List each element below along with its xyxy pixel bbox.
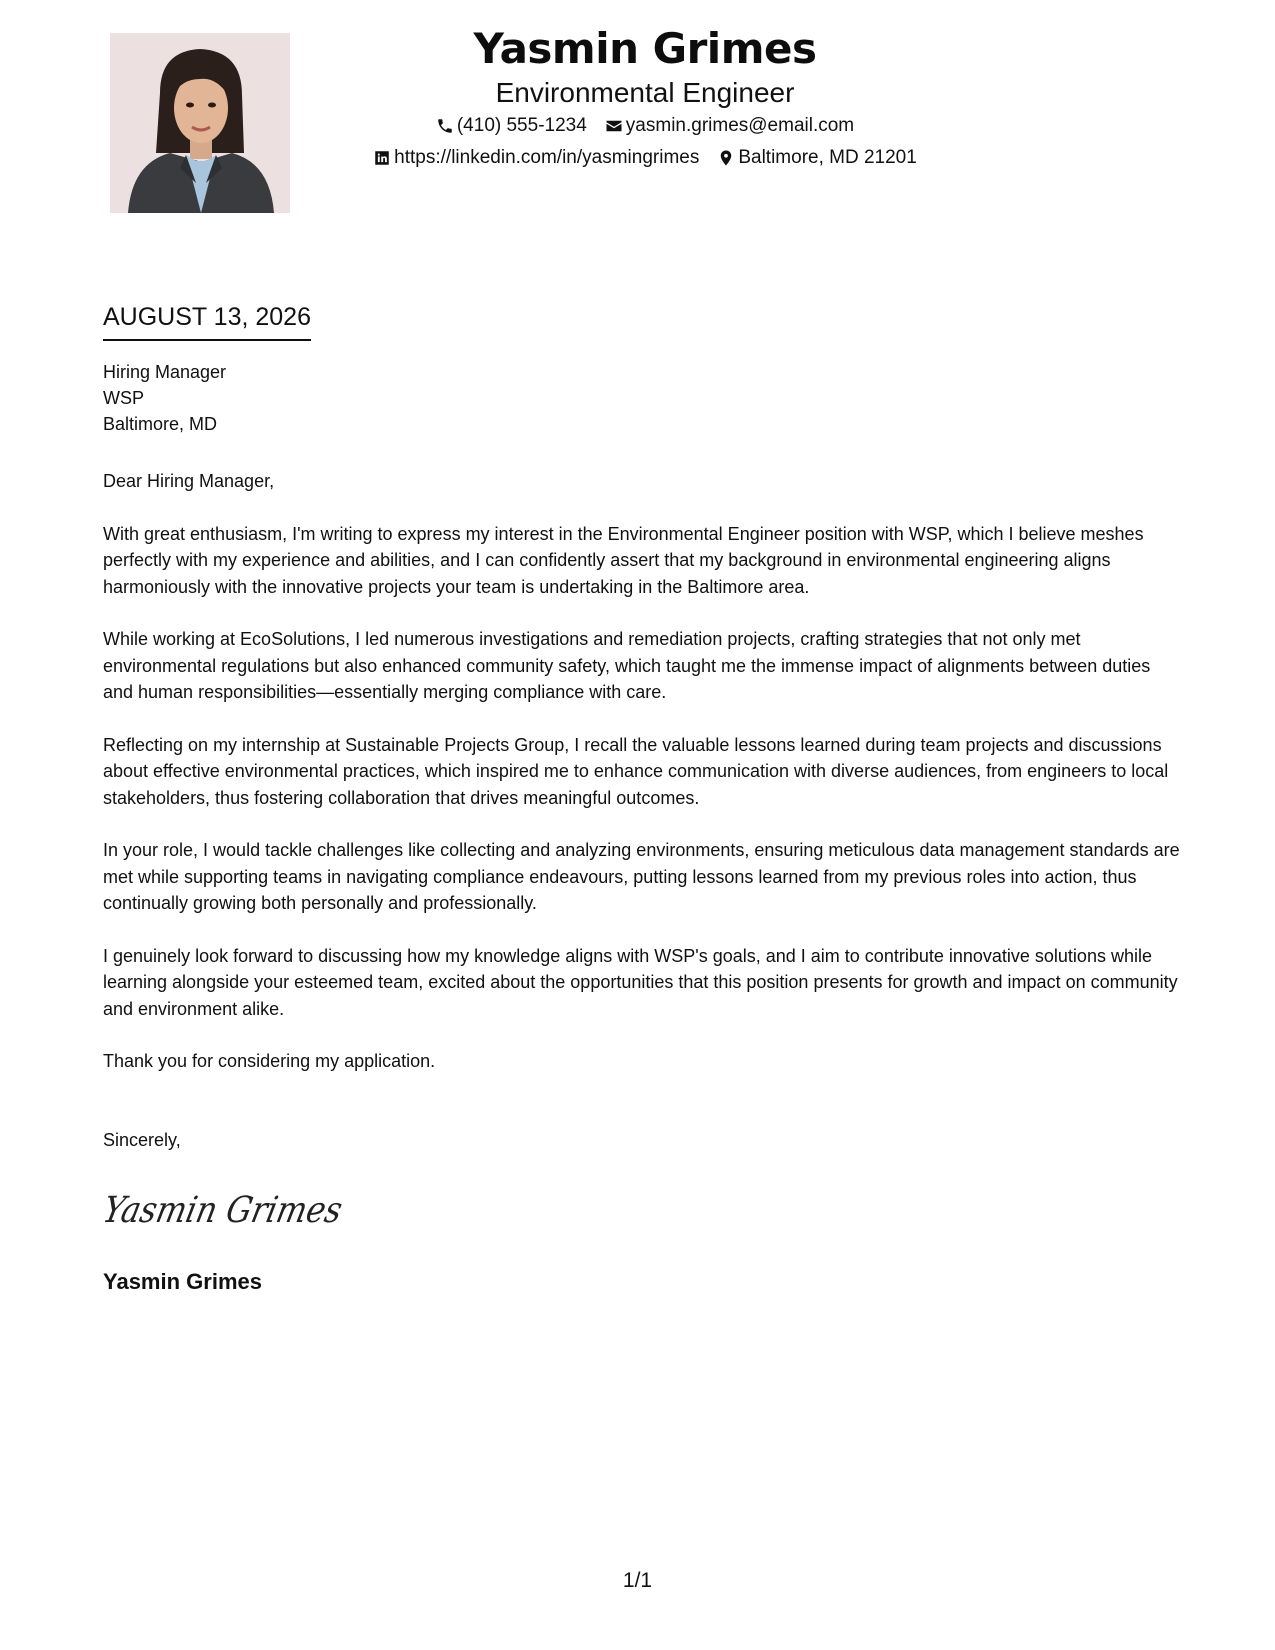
email-contact[interactable] bbox=[605, 110, 854, 142]
phone-icon bbox=[436, 117, 454, 135]
applicant-name: Yasmin Grimes bbox=[473, 24, 817, 73]
handwritten-signature bbox=[99, 1180, 381, 1240]
paragraph: With great enthusiasm, I'm writing to express my interest in the Environmental Engineer position with WSP, which I believe meshes perfectly with my experience and abilities, and I can confidently assert that my background in environmental engineering aligns harmoniously with the innovative projects your team is undertaking in the Baltimore area. bbox=[103, 523, 1144, 597]
phone-contact bbox=[436, 110, 587, 142]
page-number: 1/1 bbox=[622, 1569, 653, 1592]
letter-body bbox=[103, 468, 1183, 1101]
linkedin-icon bbox=[373, 149, 391, 167]
recipient-company: WSP bbox=[103, 388, 145, 408]
location-text: Baltimore, MD 21201 bbox=[738, 147, 917, 168]
resume-header bbox=[310, 22, 980, 174]
paragraph: Reflecting on my internship at Sustainable Projects Group, I recall the valuable lessons learned during team projects and discussions about effective environmental practices, which inspired me to enhance communication with diverse audiences, from engineers to local stakeholders, thus fostering collaboration that drives meaningful outcomes. bbox=[103, 734, 1169, 808]
paragraph: In your role, I would tackle challenges like collecting and analyzing environments, ensuring meticulous data management standards are met while supporting teams in navigating compliance endeavours, putting lessons learned from my previous roles into action, thus continually growing both personally and professionally. bbox=[103, 840, 1180, 913]
contact-line-1 bbox=[310, 110, 980, 142]
recipient-block bbox=[103, 359, 226, 437]
paragraph: While working at EcoSolutions, I led numerous investigations and remediation projects, crafting strategies that not only met environmental regulations but also enhanced community safety, which taught me the immense impact of alignments between duties and human responsibilities—essentially merging compliance with care. bbox=[103, 629, 1151, 702]
thank-you-line: Thank you for considering my application. bbox=[103, 1051, 436, 1071]
recipient-location: Baltimore, MD bbox=[103, 414, 218, 434]
profile-photo bbox=[110, 33, 290, 213]
signature-image bbox=[99, 1180, 381, 1240]
map-marker-icon bbox=[717, 149, 735, 167]
signed-name: Yasmin Grimes bbox=[103, 1269, 262, 1294]
linkedin-contact[interactable] bbox=[373, 142, 699, 174]
envelope-icon bbox=[605, 117, 623, 135]
phone-number: (410) 555-1234 bbox=[456, 115, 587, 136]
letter-date: AUGUST 13, 2026 bbox=[103, 301, 311, 341]
greeting: Dear Hiring Manager, bbox=[103, 471, 275, 491]
portrait-image bbox=[110, 33, 290, 213]
location-contact bbox=[717, 142, 916, 174]
linkedin-url[interactable]: https://linkedin.com/in/yasmingrimes bbox=[394, 147, 700, 168]
recipient-line: Hiring Manager bbox=[103, 362, 227, 382]
signature-text: Yasmin Grimes bbox=[99, 1188, 381, 1231]
email-address[interactable]: yasmin.grimes@email.com bbox=[625, 115, 855, 136]
applicant-title: Environmental Engineer bbox=[495, 77, 795, 108]
closing-line: Sincerely, bbox=[103, 1130, 181, 1150]
contact-line-2 bbox=[310, 142, 980, 174]
paragraph: I genuinely look forward to discussing how my knowledge aligns with WSP's goals, and I aim to contribute innovative solutions while learning alongside your esteemed team, excited about the opportunities that this position presents for growth and impact on community and environment alike. bbox=[103, 945, 1178, 1019]
